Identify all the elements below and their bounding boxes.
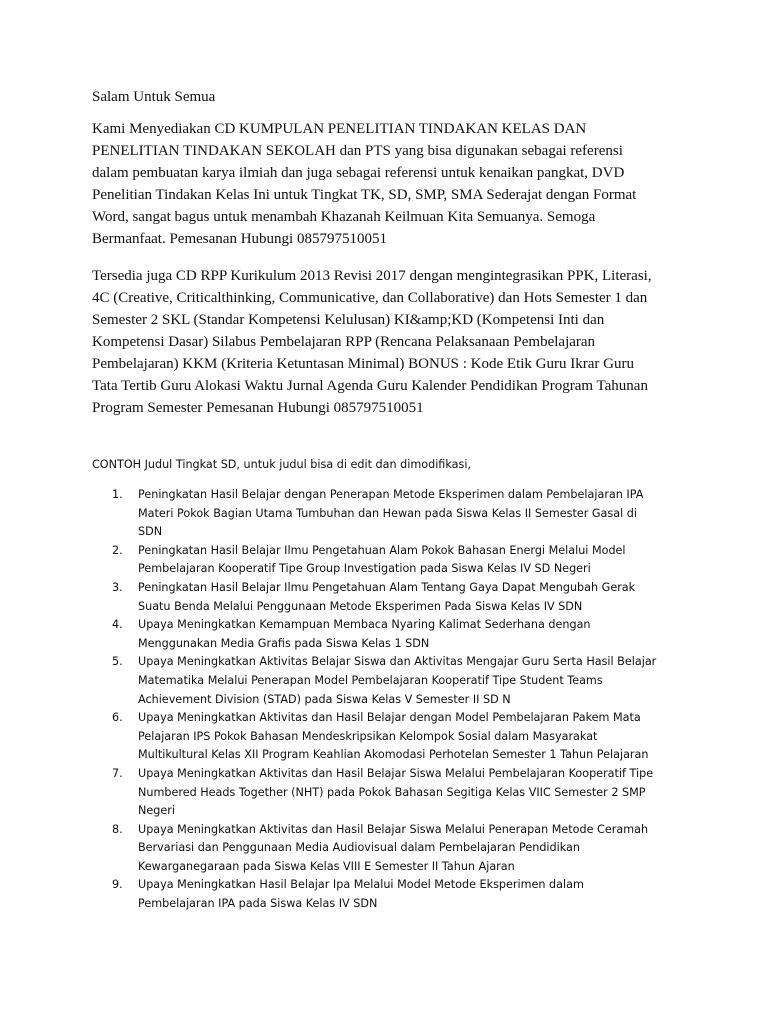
list-item-line: Bervariasi dan Penggunaan Media Audiovisual dalam Pembelajaran Pendidikan: [138, 841, 580, 855]
paragraph-line: Kami Menyediakan CD KUMPULAN PENELITIAN TINDAKAN KELAS DAN: [92, 121, 587, 137]
list-item-text: [138, 876, 702, 913]
list-item: [112, 579, 702, 616]
list-item-line: Negeri: [138, 804, 175, 818]
list-item: [112, 486, 702, 542]
paragraph-line: 4C (Creative, Criticalthinking, Communicative, dan Collaborative) dan Hots Semester 1 dan: [92, 290, 648, 306]
list-item-line: Matematika Melalui Penerapan Model Pembelajaran Kooperatif Tipe Student Teams: [138, 673, 603, 687]
paragraph-line: Pembelajaran) KKM (Kriteria Ketuntasan Minimal) BONUS : Kode Etik Guru Ikrar Guru: [92, 356, 634, 372]
paragraph-line: dalam pembuatan karya ilmiah dan juga sebagai referensi untuk kenaikan pangkat, DVD: [92, 165, 625, 181]
list-item: [112, 876, 702, 913]
list-item-line: Kewarganegaraan pada Siswa Kelas VIII E Semester II Tahun Ajaran: [138, 859, 515, 873]
list-item-number: 9.: [112, 878, 123, 892]
list-item-line: Suatu Benda Melalui Penggunaan Metode Eksperimen Pada Siswa Kelas IV SDN: [138, 599, 583, 613]
paragraph-line: Tersedia juga CD RPP Kurikulum 2013 Revisi 2017 dengan mengintegrasikan PPK, Literasi,: [92, 268, 652, 284]
list-item-line: Peningkatan Hasil Belajar dengan Penerapan Metode Eksperimen dalam Pembelajaran IPA: [138, 488, 644, 501]
list-item-line: Upaya Meningkatkan Kemampuan Membaca Nyaring Kalimat Sederhana dengan: [138, 618, 591, 632]
list-item-line: Pembelajaran IPA pada Siswa Kelas IV SDN: [138, 897, 378, 911]
list-item-line: Upaya Meningkatkan Aktivitas Belajar Siswa dan Aktivitas Mengajar Guru Serta Hasil Belajar: [138, 655, 657, 669]
list-item-line: Upaya Meningkatkan Aktivitas dan Hasil Belajar dengan Model Pembelajaran Pakem Mata: [138, 711, 641, 725]
list-item-line: Peningkatan Hasil Belajar Ilmu Pengetahuan Alam Pokok Bahasan Energi Melalui Model: [138, 543, 626, 557]
list-item-text: [138, 653, 702, 709]
list-item: [112, 765, 702, 821]
list-item-line: Achievement Division (STAD) pada Siswa Kelas V Semester II SD N: [138, 692, 511, 706]
paragraph-line: Program Semester Pemesanan Hubungi 085797510051: [92, 400, 424, 416]
list-item-line: Numbered Heads Together (NHT) pada Pokok Bahasan Segitiga Kelas VIIC Semester 2 SMP: [138, 785, 646, 799]
list-item-text: [138, 821, 702, 877]
list-item-line: Materi Pokok Bagian Utama Tumbuhan dan Hewan pada Siswa Kelas II Semester Gasal di: [138, 506, 637, 520]
list-item-number: 5.: [112, 655, 123, 669]
list-item-number: 7.: [112, 766, 123, 780]
list-item-number: 1.: [112, 488, 123, 501]
paragraph-cd-kumpulan: [92, 118, 688, 250]
list-item-number: 6.: [112, 711, 123, 725]
list-item: [112, 653, 702, 709]
list-item-text: [138, 579, 702, 616]
paragraph-line: Word, sangat bagus untuk menambah Khazanah Keilmuan Kita Semuanya. Semoga: [92, 209, 596, 225]
list-item-line: Menggunakan Media Grafis pada Siswa Kelas 1 SDN: [138, 636, 430, 650]
list-item: [112, 709, 702, 765]
list-item-line: Multikultural Kelas XII Program Keahlian Akomodasi Perhotelan Semester 1 Tahun Pelajaran: [138, 748, 649, 762]
list-item-text: [138, 486, 702, 542]
list-item-text: [138, 542, 702, 579]
paragraph-line: PENELITIAN TINDAKAN SEKOLAH dan PTS yang bisa digunakan sebagai referensi: [92, 143, 623, 159]
list-item: [112, 542, 702, 579]
list-item-number: 3.: [112, 580, 123, 594]
list-item-line: Peningkatan Hasil Belajar Ilmu Pengetahuan Alam Tentang Gaya Dapat Mengubah Gerak: [138, 580, 636, 594]
paragraph-cd-rpp: [92, 265, 688, 419]
paragraph-line: Penelitian Tindakan Kelas Ini untuk Tingkat TK, SD, SMP, SMA Sederajat dengan Format: [92, 187, 637, 203]
paragraph-line: Bermanfaat. Pemesanan Hubungi 085797510051: [92, 231, 387, 247]
example-heading: CONTOH Judul Tingkat SD, untuk judul bisa di edit dan dimodifikasi,: [92, 458, 471, 471]
list-item-line: Upaya Meningkatkan Aktivitas dan Hasil Belajar Siswa Melalui Penerapan Metode Ceramah: [138, 822, 649, 836]
greeting-text: Salam Untuk Semua: [92, 89, 216, 105]
list-item-number: 4.: [112, 618, 123, 632]
list-item-text: [138, 765, 702, 821]
paragraph-line: Tata Tertib Guru Alokasi Waktu Jurnal Agenda Guru Kalender Pendidikan Program Tahunan: [92, 378, 648, 394]
paragraph-line: Kompetensi Dasar) Silabus Pembelajaran RPP (Rencana Pelaksanaan Pembelajaran: [92, 334, 596, 350]
paragraph-line: Semester 2 SKL (Standar Kompetensi Kelulusan) KI&amp;KD (Kompetensi Inti dan: [92, 312, 605, 328]
list-item-line: Upaya Meningkatkan Hasil Belajar Ipa Melalui Model Metode Eksperimen dalam: [138, 878, 584, 892]
list-item-number: 2.: [112, 543, 123, 557]
list-item-text: [138, 616, 702, 653]
list-item-line: Pembelajaran Kooperatif Tipe Group Investigation pada Siswa Kelas IV SD Negeri: [138, 562, 591, 576]
list-item-line: Pelajaran IPS Pokok Bahasan Mendeskripsikan Kelompok Sosial dalam Masyarakat: [138, 729, 598, 743]
research-title-list: [112, 486, 702, 914]
list-item-line: SDN: [138, 525, 163, 539]
list-item-text: [138, 709, 702, 765]
list-item-number: 8.: [112, 822, 123, 836]
list-item: [112, 616, 702, 653]
list-item-line: Upaya Meningkatkan Aktivitas dan Hasil Belajar Siswa Melalui Pembelajaran Kooperatif Tipe: [138, 766, 654, 780]
list-item: [112, 821, 702, 877]
